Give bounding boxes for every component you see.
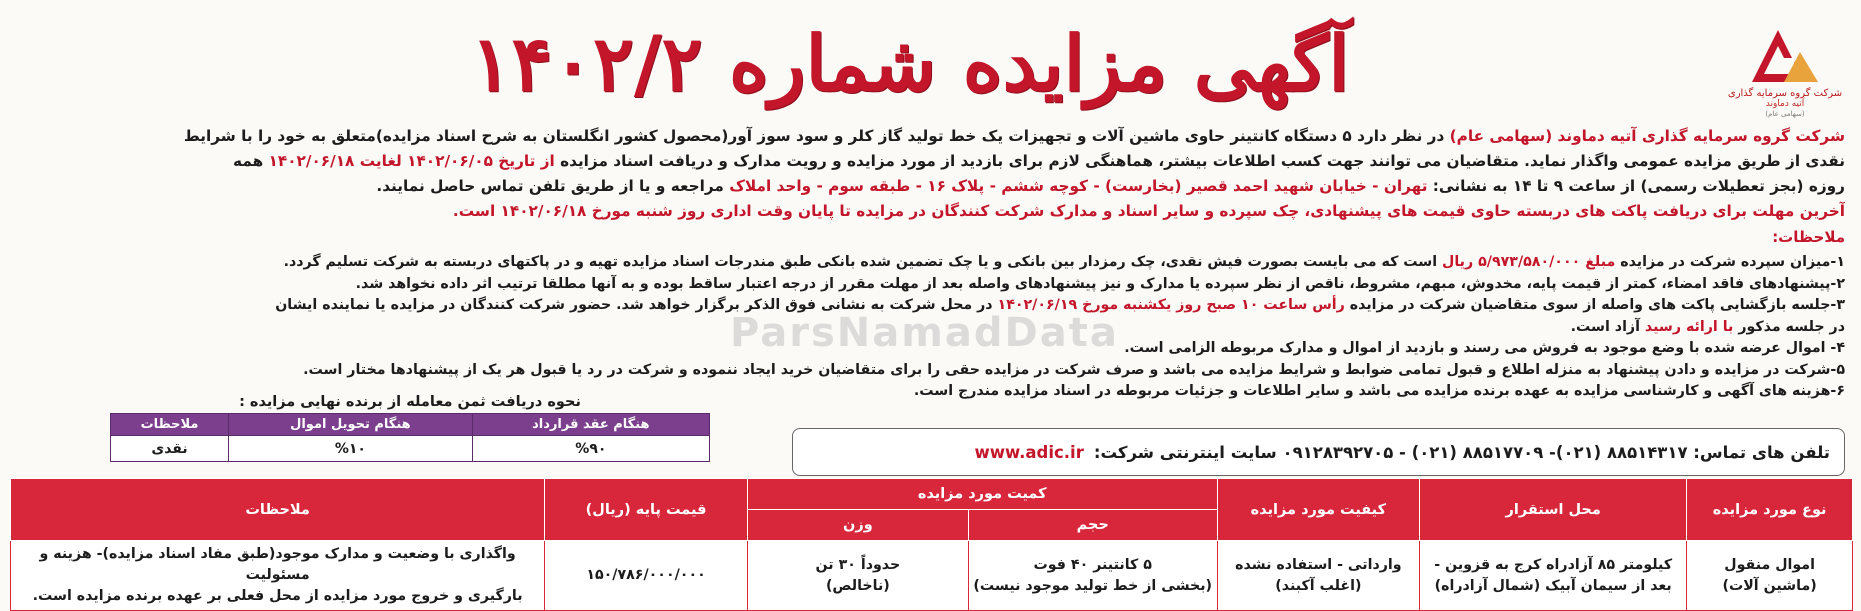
table-cell: حدوداً ۳۰ تن (ناخالص): [747, 541, 968, 611]
payment-terms-title: نحوه دریافت ثمن معامله از برنده نهایی مزایده :: [239, 394, 581, 410]
table-cell: %۹۰: [472, 436, 709, 462]
auction-advertisement: [10, 8, 1853, 604]
table-cell: نقدی: [111, 436, 229, 462]
logo-company-type: (سهامی عام): [1765, 109, 1805, 118]
table-cell: ۱۵۰/۷۸۶/۰۰۰/۰۰۰: [545, 541, 748, 611]
note-3-text-b: در محل شرکت به نشانی فوق الذکر برگزار خواهد شد. حضور شرکت کنندگان در مزایده یا نماینده ایشان: [275, 297, 998, 313]
contact-bar: [792, 428, 1845, 476]
deposit-amount: مبلغ ۵/۹۷۳/۵۸۰/۰۰۰ ریال: [1442, 254, 1616, 270]
auction-items-table-wrapper: [10, 478, 1853, 611]
table-cell: کیلومتر ۸۵ آزادراه کرج به قزوین - بعد از سیمان آبیک (شمال آزادراه): [1420, 541, 1687, 611]
payment-table: [110, 413, 710, 462]
page-title: آگهی مزایده شماره ۱۴۰۲/۲: [470, 19, 1350, 108]
table-cell: ۵ کانتینر ۴۰ فوت (بخشی از خط تولید موجود نیست): [968, 541, 1217, 611]
column-header: ملاحظات: [111, 414, 229, 436]
intro-line-2-text-a: نقدی از طریق مزایده عمومی واگذار نماید. متقاضیان می توانند جهت کسب اطلاعات بیشتر، هماهنگی لازم برای بازدید از مورد مزایده و رویت مدارک و دریافت اسناد مزایده: [554, 152, 1845, 170]
mountain-logo-icon: [1748, 22, 1822, 84]
table-cell: %۱۰: [229, 436, 473, 462]
notes-heading: ملاحظات:: [1772, 228, 1845, 246]
intro-line-2: [20, 149, 1845, 174]
note-1-text-b: است که می بایست بصورت فیش نقدی، چک رمزدار بین بانکی و یا چک تضمین شده بانکی طبق مندرجات اسناد مزایده تهیه و در پاکتهای دربسته به شرکت تسلیم گردد.: [283, 254, 1443, 270]
intro-line-1: [20, 124, 1845, 149]
note-item: ۴- اموال عرضه شده با وضع موجود به فروش می رسند و بازدید از اموال و مدارک مربوطه الزامی است.: [1124, 340, 1845, 356]
deadline-notice: آخرین مهلت برای دریافت پاکت های دربسته حاوی قیمت های پیشنهادی، چک سپرده و سایر اسناد و مدارک شرکت کنندگان در مزایده تا پایان وقت اداری روز شنبه مورخ ۱۴۰۲/۰۶/۱۸ است.: [452, 202, 1845, 220]
company-logo: [1725, 22, 1845, 132]
intro-line-3: [20, 174, 1845, 199]
intro-paragraph: [20, 124, 1845, 224]
column-header: هنگام عقد قرارداد: [472, 414, 709, 436]
company-name: شرکت گروه سرمایه گذاری آتیه دماوند (سهامی عام): [1449, 127, 1845, 145]
contact-phones: تلفن های تماس: ۸۸۵۱۴۳۱۷ (۰۲۱)- ۸۸۵۱۷۷۰۹ (۰۲۱) - ۰۹۱۲۸۳۹۲۷۰۵ سایت اینترنتی شرکت:: [1093, 442, 1830, 462]
note-1-text-a: ۱-میزان سپرده شرکت در مزایده: [1615, 254, 1845, 270]
column-header: محل استقرار: [1420, 479, 1687, 541]
table-row: [11, 541, 1853, 611]
column-header: نوع مورد مزایده: [1687, 479, 1853, 541]
payment-terms: [110, 394, 710, 462]
logo-company-name: شرکت گروه سرمایه گذاری: [1727, 88, 1843, 99]
website-link[interactable]: www.adic.ir: [974, 442, 1084, 462]
note-item: [20, 252, 1845, 274]
intro-line-3-text-a: روزه (بجز تعطیلات رسمی) از ساعت ۹ تا ۱۴ به نشانی:: [1427, 177, 1845, 195]
logo-company-subname: آتیه دماوند: [1765, 99, 1805, 109]
opening-session-time: رأس ساعت ۱۰ صبح روز یکشنبه مورخ ۱۴۰۲/۰۶/۱۹: [997, 297, 1345, 313]
table-cell: اموال منقول (ماشین آلات): [1687, 541, 1853, 611]
column-header: وزن: [747, 510, 968, 541]
table-header-row: [11, 479, 1853, 510]
note-3-text-d: آزاد است.: [1570, 318, 1645, 335]
receipt-requirement: با ارائه رسید: [1644, 318, 1734, 335]
table-header-row: [111, 414, 710, 436]
document-period: از تاریخ ۱۴۰۲/۰۶/۰۵ لغایت ۱۴۰۲/۰۶/۱۸: [268, 152, 555, 170]
note-item: ۵-شرکت در مزایده و دادن پیشنهاد به منزله اطلاع و قبول تمامی ضوابط و شرایط مزایده می باشد و صرف شرکت در مزایده حقی را برای متقاضیان خرید ایجاد ننموده و شرکت در رد یا قبول هر یک از پیشنهادها مختار است.: [303, 361, 1845, 378]
note-3-text-c: در جلسه مذکور: [1733, 318, 1845, 335]
intro-line-1-text: در نظر دارد ۵ دستگاه کانتینر حاوی ماشین آلات و تجهیزات یک خط تولید گاز کلر و سود سوز آور(محصول کشور انگلستان به شرح اسناد مزایده)متعلق به خود را با شرایط: [183, 127, 1450, 145]
auction-items-table: [10, 478, 1853, 611]
note-item: ۲-پیشنهادهای فاقد امضاء، کمتر از قیمت پایه، مخدوش، مبهم، مشروط، ناقص از نظر سپرده یا مدارک و نیز پیشنهادهای واصله بعد از مهلت مقرر از درجه اعتبار ساقط بوده و به آنها مطلقا ترتیب اثر داده نخواهد شد.: [355, 275, 1845, 292]
intro-line-3-text-b: مراجعه و یا از طریق تلفن تماس حاصل نمایند.: [376, 177, 730, 195]
intro-line-2-text-b: همه: [233, 152, 269, 170]
watermark: ParsNamadData: [730, 310, 1119, 356]
company-address: تهران - خیابان شهید احمد قصیر (بخارست) - کوچه ششم - پلاک ۱۶ - طبقه سوم - واحد املاک: [729, 177, 1428, 195]
column-header: هنگام تحویل اموال: [229, 414, 473, 436]
note-3-text-a: ۳-جلسه بازگشایی پاکت های واصله از سوی متقاضیان شرکت در مزایده: [1344, 297, 1845, 313]
table-cell: واگذاری با وضعیت و مدارک موجود(طبق مفاد اسناد مزایده)- هزینه و مسئولیت بارگیری و خروج مورد مزایده از محل فعلی بر عهده برنده مزایده است.: [11, 541, 545, 611]
table-cell: وارداتی - استفاده نشده (اغلب آکبند): [1217, 541, 1420, 611]
column-header: کیفیت مورد مزایده: [1217, 479, 1420, 541]
table-row: [111, 436, 710, 462]
column-header: کمیت مورد مزایده: [747, 479, 1217, 510]
note-item: ۶-هزینه های آگهی و کارشناسی مزایده به عهده برنده مزایده می باشد و سایر اطلاعات و جزئیات مربوطه در اسناد مزایده مندرج است.: [913, 383, 1845, 399]
column-header: ملاحظات: [11, 479, 545, 541]
column-header: قیمت پایه (ریال): [545, 479, 748, 541]
column-header: حجم: [968, 510, 1217, 541]
